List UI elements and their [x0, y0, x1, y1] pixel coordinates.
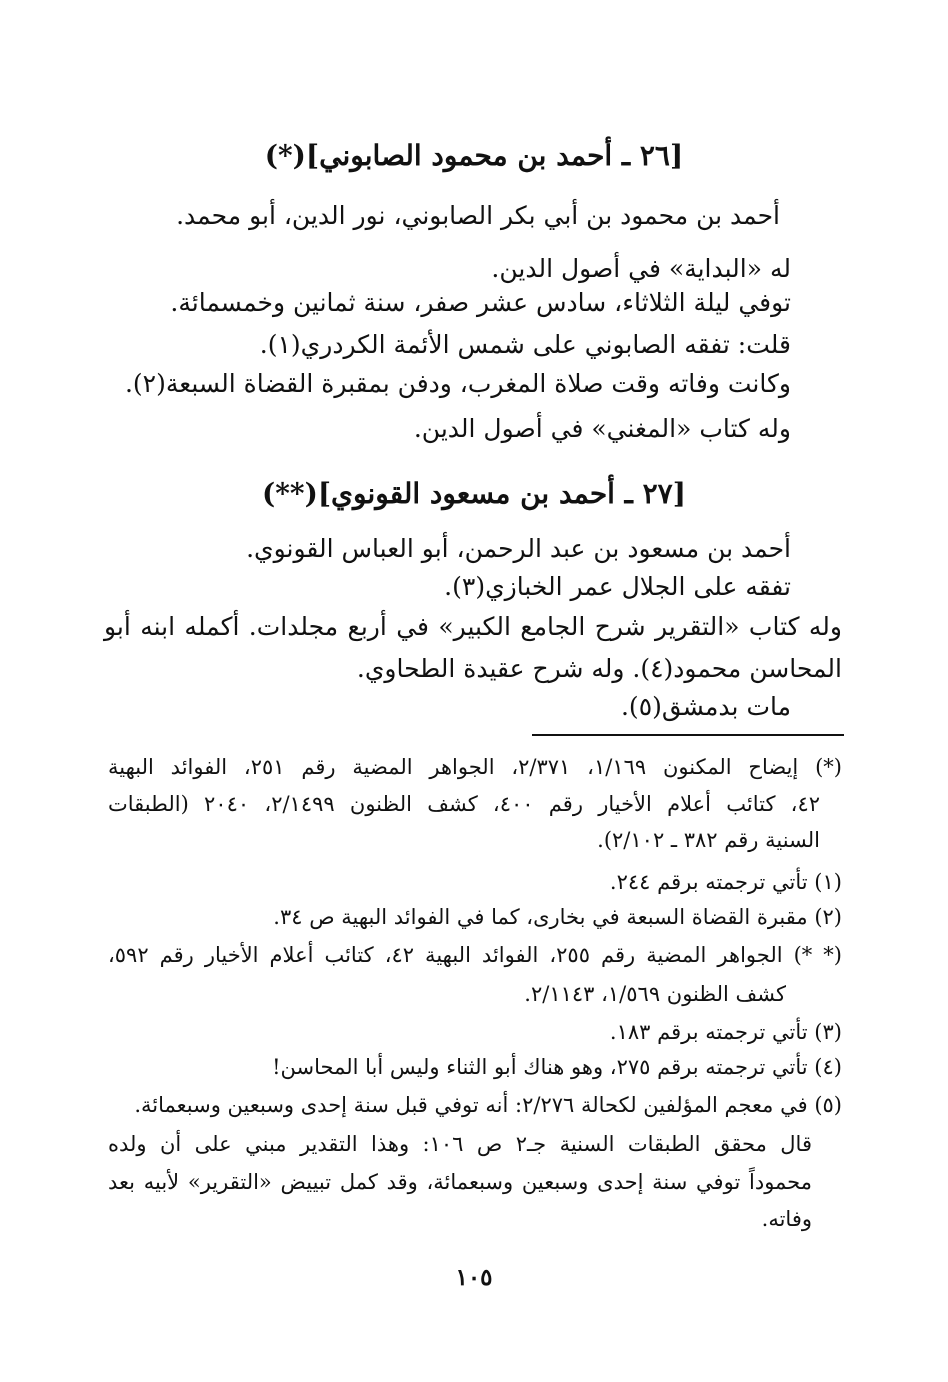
footnote-5-line-3: محموداً توفي سنة إحدى وسبعين وسبعمائة، وقد كمل تبييض «التقرير» لأبيه بعد	[108, 1170, 812, 1194]
footnote-5-line-2: قال محقق الطبقات السنية جـ٢ ص ١٠٦: وهذا التقدير مبني على أن ولده	[108, 1132, 812, 1156]
footnote-5-line-4: وفاته.	[761, 1207, 812, 1231]
footnote-1: (١) تأتي ترجمته برقم ٢٤٤.	[609, 870, 842, 894]
entry-26-line-3: توفي ليلة الثلاثاء، سادس عشر صفر، سنة ثمانين وخمسمائة.	[170, 288, 791, 317]
entry-27-line-4: المحاسن محمود(٤). وله شرح عقيدة الطحاوي.	[356, 654, 842, 683]
footnote-separator	[532, 734, 844, 736]
entry-26-line-2: له «البداية» في أصول الدين.	[491, 254, 791, 283]
entry-26-line-6: وله كتاب «المغني» في أصول الدين.	[413, 414, 791, 443]
footnote-double-star-line-1: (* *) الجواهر المضية رقم ٢٥٥، الفوائد البهية ٤٢، كتائب أعلام الأخيار رقم ٥٩٢،	[108, 943, 842, 967]
footnote-star-line-3: السنية رقم ٣٨٢ ـ ٢/١٠٢).	[597, 828, 820, 852]
entry-27-line-1: أحمد بن مسعود بن عبد الرحمن، أبو العباس القونوي.	[246, 534, 791, 563]
entry-26-line-5: وكانت وفاته وقت صلاة المغرب، ودفن بمقبرة القضاة السبعة(٢).	[124, 369, 791, 398]
footnote-3: (٣) تأتي ترجمته برقم ١٨٣.	[609, 1020, 842, 1044]
entry-27-line-2: تفقه على الجلال عمر الخبازي(٣).	[444, 572, 791, 601]
entry-27-line-5: مات بدمشق(٥).	[620, 692, 791, 721]
footnote-double-star-line-2: كشف الظنون ١/٥٦٩، ٢/١١٤٣.	[524, 982, 786, 1006]
footnote-star-line-1: (*) إيضاح المكنون ١/١٦٩، ٢/٣٧١، الجواهر المضية رقم ٢٥١، الفوائد البهية	[108, 755, 842, 779]
entry-27-heading: [٢٧ ـ أحمد بن مسعود القونوي](**)	[262, 477, 686, 510]
entry-26-heading: [٢٦ ـ أحمد بن محمود الصابوني](*)	[264, 139, 684, 172]
footnote-5-line-1: (٥) في معجم المؤلفين لكحالة ٢/٢٧٦: أنه توفي قبل سنة إحدى وسبعين وسبعمائة.	[134, 1093, 842, 1117]
page-number: ١٠٥	[455, 1264, 493, 1291]
footnote-2: (٢) مقبرة القضاة السبعة في بخارى، كما في الفوائد البهية ص ٣٤.	[273, 905, 842, 929]
entry-27-line-3: وله كتاب «التقرير شرح الجامع الكبير» في أربع مجلدات. أكمله ابنه أبو	[104, 612, 842, 641]
footnote-star-line-2: ٤٢، كتائب أعلام الأخيار رقم ٤٠٠، كشف الظنون ٢/١٤٩٩، ٢٠٤٠ (الطبقات	[108, 792, 821, 816]
entry-26-line-1: أحمد بن محمود بن أبي بكر الصابوني، نور الدين، أبو محمد.	[176, 201, 780, 230]
footnote-4: (٤) تأتي ترجمته برقم ٢٧٥، وهو هناك أبو الثناء وليس أبا المحاسن!	[272, 1055, 842, 1079]
entry-26-line-4: قلت: تفقه الصابوني على شمس الأئمة الكردري(١).	[259, 330, 791, 359]
